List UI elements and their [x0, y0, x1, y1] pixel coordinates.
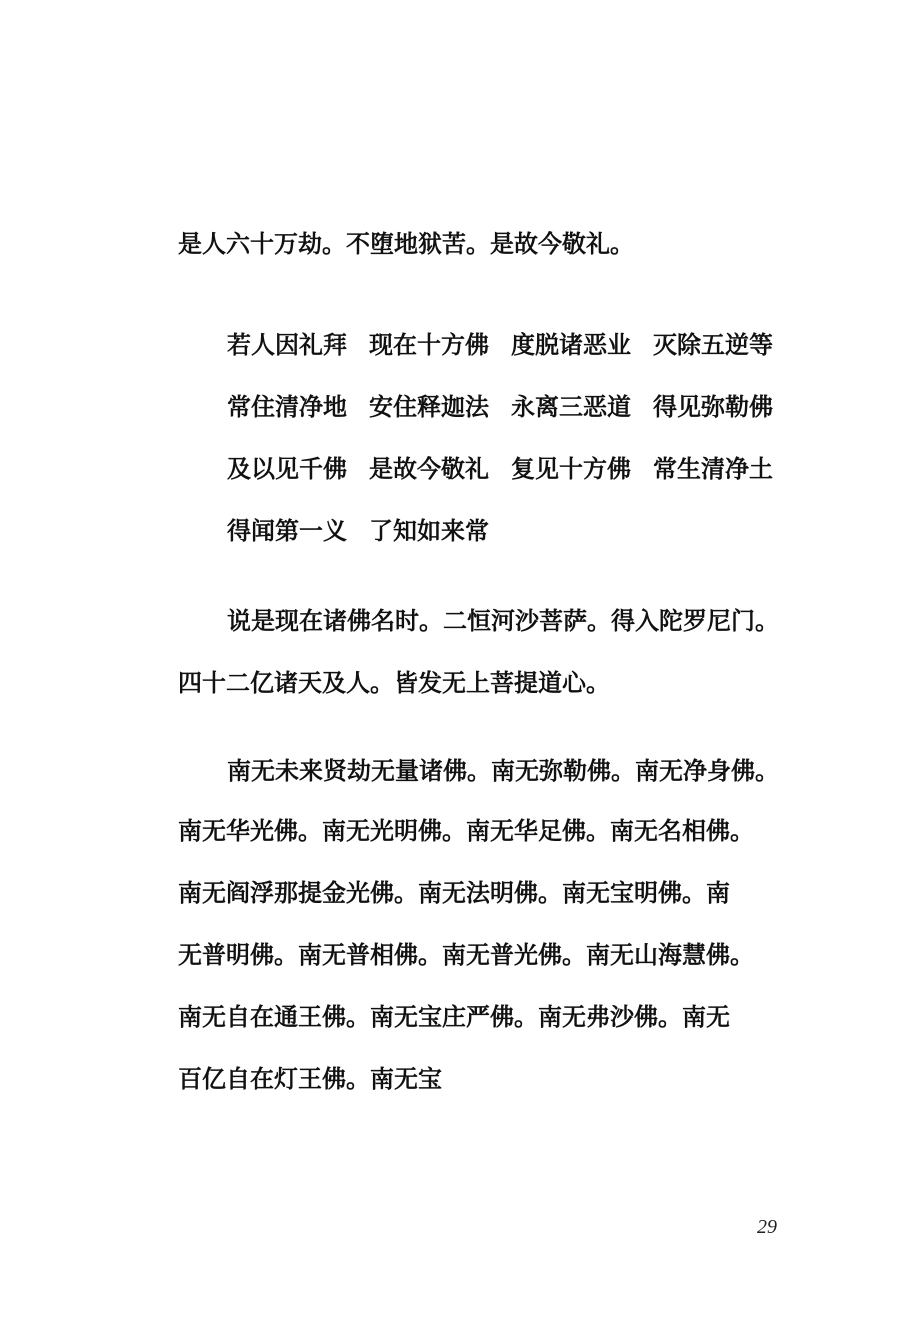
verse-phrase: 若人因礼拜 [227, 330, 347, 359]
paragraph-3-line-6: 百亿自在灯王佛。南无宝 [178, 1064, 442, 1093]
paragraph-3-line-1: 南无未来贤劫无量诸佛。南无弥勒佛。南无净身佛。 [227, 756, 779, 785]
verse-phrase: 灭除五逆等 [653, 330, 773, 359]
verse-phrase: 是故今敬礼 [369, 454, 489, 483]
verse-phrase: 永离三恶道 [511, 392, 631, 421]
paragraph-3-line-5: 南无自在通王佛。南无宝庄严佛。南无弗沙佛。南无 [178, 1002, 730, 1031]
verse-phrase: 度脱诸恶业 [511, 330, 631, 359]
verse-phrase: 复见十方佛 [511, 454, 631, 483]
verse-phrase: 现在十方佛 [369, 330, 489, 359]
verse-phrase: 及以见千佛 [227, 454, 347, 483]
verse-phrase: 得闻第一义 [227, 516, 347, 545]
paragraph-3-line-2: 南无华光佛。南无光明佛。南无华足佛。南无名相佛。 [178, 816, 754, 845]
verse-phrase: 得见弥勒佛 [653, 392, 773, 421]
paragraph-2-line-1: 说是现在诸佛名时。二恒河沙菩萨。得入陀罗尼门。 [227, 606, 779, 635]
paragraph-1-line-1: 是人六十万劫。不堕地狱苦。是故今敬礼。 [178, 229, 634, 258]
paragraph-3-line-3: 南无阎浮那提金光佛。南无法明佛。南无宝明佛。南 [178, 878, 730, 907]
paragraph-2-line-2: 四十二亿诸天及人。皆发无上菩提道心。 [178, 668, 610, 697]
page-number: 29 [757, 1216, 777, 1238]
verse-phrase: 常生清净土 [653, 454, 773, 483]
paragraph-3-line-4: 无普明佛。南无普相佛。南无普光佛。南无山海慧佛。 [178, 940, 754, 969]
verse-phrase: 安住释迦法 [369, 392, 489, 421]
verse-phrase: 了知如来常 [369, 516, 489, 545]
verse-phrase: 常住清净地 [227, 392, 347, 421]
